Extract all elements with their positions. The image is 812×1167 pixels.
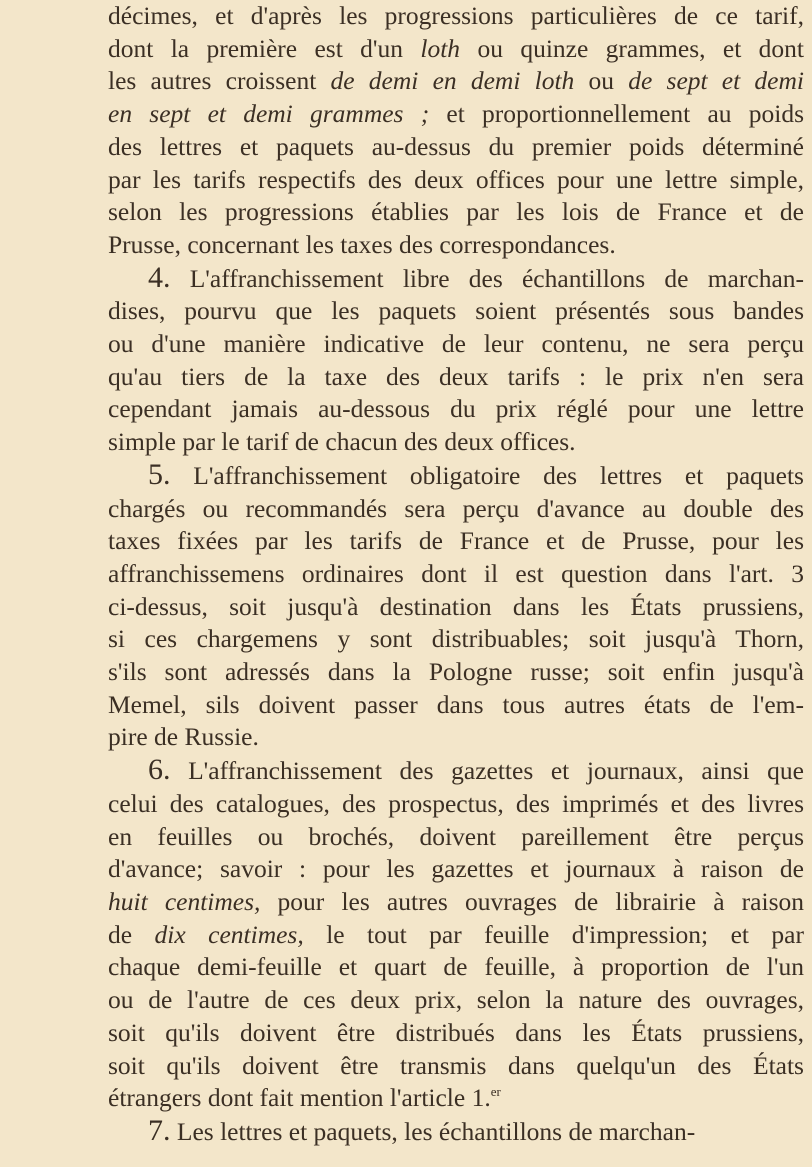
text-line [108, 1017, 804, 1050]
text-run: soit qu'ils doivent être transmis dans quelqu'un des États [108, 1050, 804, 1080]
text-line [108, 788, 804, 821]
text-line [108, 1082, 804, 1115]
text-line [108, 886, 804, 919]
text-line [108, 721, 804, 754]
text-run: des lettres et paquets au-dessus du premier poids déterminé [108, 131, 804, 161]
text-line [108, 229, 804, 262]
text-line [108, 196, 804, 229]
article-number: 4. [148, 260, 171, 294]
text-line [108, 853, 804, 886]
text-run: pour les autres ouvrages de librairie à raison [260, 886, 804, 916]
text-line [108, 262, 804, 296]
text-line [108, 459, 804, 493]
text-line [108, 525, 804, 558]
text-run: décimes, et d'après les progressions particulières de ce tarif, [108, 1, 804, 30]
text-run: simple par le tarif de chacun des deux offices. [108, 427, 576, 457]
text-run: ci-dessus, soit jusqu'à destination dans les États prussiens, [108, 591, 804, 621]
text-run: ou d'une manière indicative de leur contenu, ne sera perçu [108, 329, 804, 359]
text-run: celui des catalogues, des prospectus, des imprimés et des livres [108, 788, 804, 818]
text-line [108, 131, 804, 164]
text-run: chargés ou recommandés sera perçu d'avance au double des [108, 493, 804, 523]
text-run: L'affranchissement libre des échantillons de marchan- [170, 263, 804, 293]
text-run: cependant jamais au-dessous du prix réglé pour une lettre [108, 394, 804, 424]
text-run: de [108, 919, 155, 949]
text-run: Prusse, concernant les taxes des correspondances. [108, 229, 616, 259]
text-line [108, 754, 804, 788]
italic-text: de demi en demi loth [330, 66, 575, 96]
text-line [108, 295, 804, 328]
text-run: L'affranchissement des gazettes et journaux, ainsi que [170, 756, 804, 786]
italic-text: loth [420, 33, 461, 63]
text-line [108, 164, 804, 197]
text-run: L'affranchissement obligatoire des lettres et paquets [170, 460, 804, 490]
text-line [108, 426, 804, 459]
article-number: 7. [148, 1113, 171, 1147]
text-run: ou de l'autre de ces deux prix, selon la nature des ouvrages, [108, 985, 804, 1015]
text-run: dises, pourvu que les paquets soient présentés sous bandes [108, 296, 804, 326]
italic-text: de sept et demi [628, 66, 804, 96]
text-run: le tout par feuille d'impression; et par [303, 919, 804, 949]
text-run: chaque demi-feuille et quart de feuille, à proportion de l'un [108, 952, 804, 982]
text-line [108, 328, 804, 361]
text-line [108, 591, 804, 624]
text-run: taxes fixées par les tarifs de France et de Prusse, pour les [108, 526, 804, 556]
text-line [108, 919, 804, 952]
article-number: 6. [148, 753, 171, 787]
text-line [108, 1115, 804, 1149]
text-run: les autres croissent [108, 66, 331, 96]
text-run: selon les progressions établies par les lois de France et de [108, 197, 804, 227]
text-line [108, 1050, 804, 1083]
text-run: étrangers dont fait mention l'article 1. [108, 1083, 491, 1113]
text-line [108, 623, 804, 656]
text-line [108, 951, 804, 984]
text-run: soit qu'ils doivent être distribués dans les États prussiens, [108, 1017, 804, 1047]
text-line [108, 33, 804, 66]
text-run: ou quinze grammes, et dont [460, 33, 804, 63]
text-line [108, 558, 804, 591]
text-run: d'avance; savoir : pour les gazettes et journaux à raison de [108, 854, 804, 884]
text-line [108, 821, 804, 854]
text-line [108, 984, 804, 1017]
text-line [108, 0, 804, 33]
italic-text: huit centimes, [108, 886, 261, 916]
article-number: 5. [148, 457, 171, 491]
text-run: affranchissemens ordinaires dont il est question dans l'art. 3 [108, 558, 804, 588]
text-run: s'ils sont adressés dans la Pologne russe; soit enfin jusqu'à [108, 657, 804, 687]
text-run: si ces chargemens y sont distribuables; soit jusqu'à Thorn, [108, 624, 804, 654]
text-block [108, 0, 804, 1149]
text-run: dont la première est d'un [108, 33, 421, 63]
italic-text: en sept et demi grammes ; [108, 99, 430, 129]
text-run: en feuilles ou brochés, doivent pareillement être perçus [108, 821, 804, 851]
italic-text: dix centimes, [154, 919, 304, 949]
text-line [108, 65, 804, 98]
text-run: Les lettres et paquets, les échantillons de marchan- [170, 1116, 696, 1146]
text-line [108, 393, 804, 426]
text-line [108, 361, 804, 394]
text-line [108, 689, 804, 722]
text-line [108, 656, 804, 689]
text-run: et proportionnellement au poids [429, 99, 804, 129]
text-run: pire de Russie. [108, 722, 259, 752]
text-run: qu'au tiers de la taxe des deux tarifs : le prix n'en sera [108, 361, 804, 391]
text-run: Memel, sils doivent passer dans tous autres états de l'em- [108, 689, 804, 719]
text-run: ou [574, 66, 629, 96]
superscript: er [490, 1084, 501, 1100]
text-line [108, 98, 804, 131]
text-line [108, 493, 804, 526]
text-run: par les tarifs respectifs des deux offices pour une lettre simple, [108, 164, 804, 194]
